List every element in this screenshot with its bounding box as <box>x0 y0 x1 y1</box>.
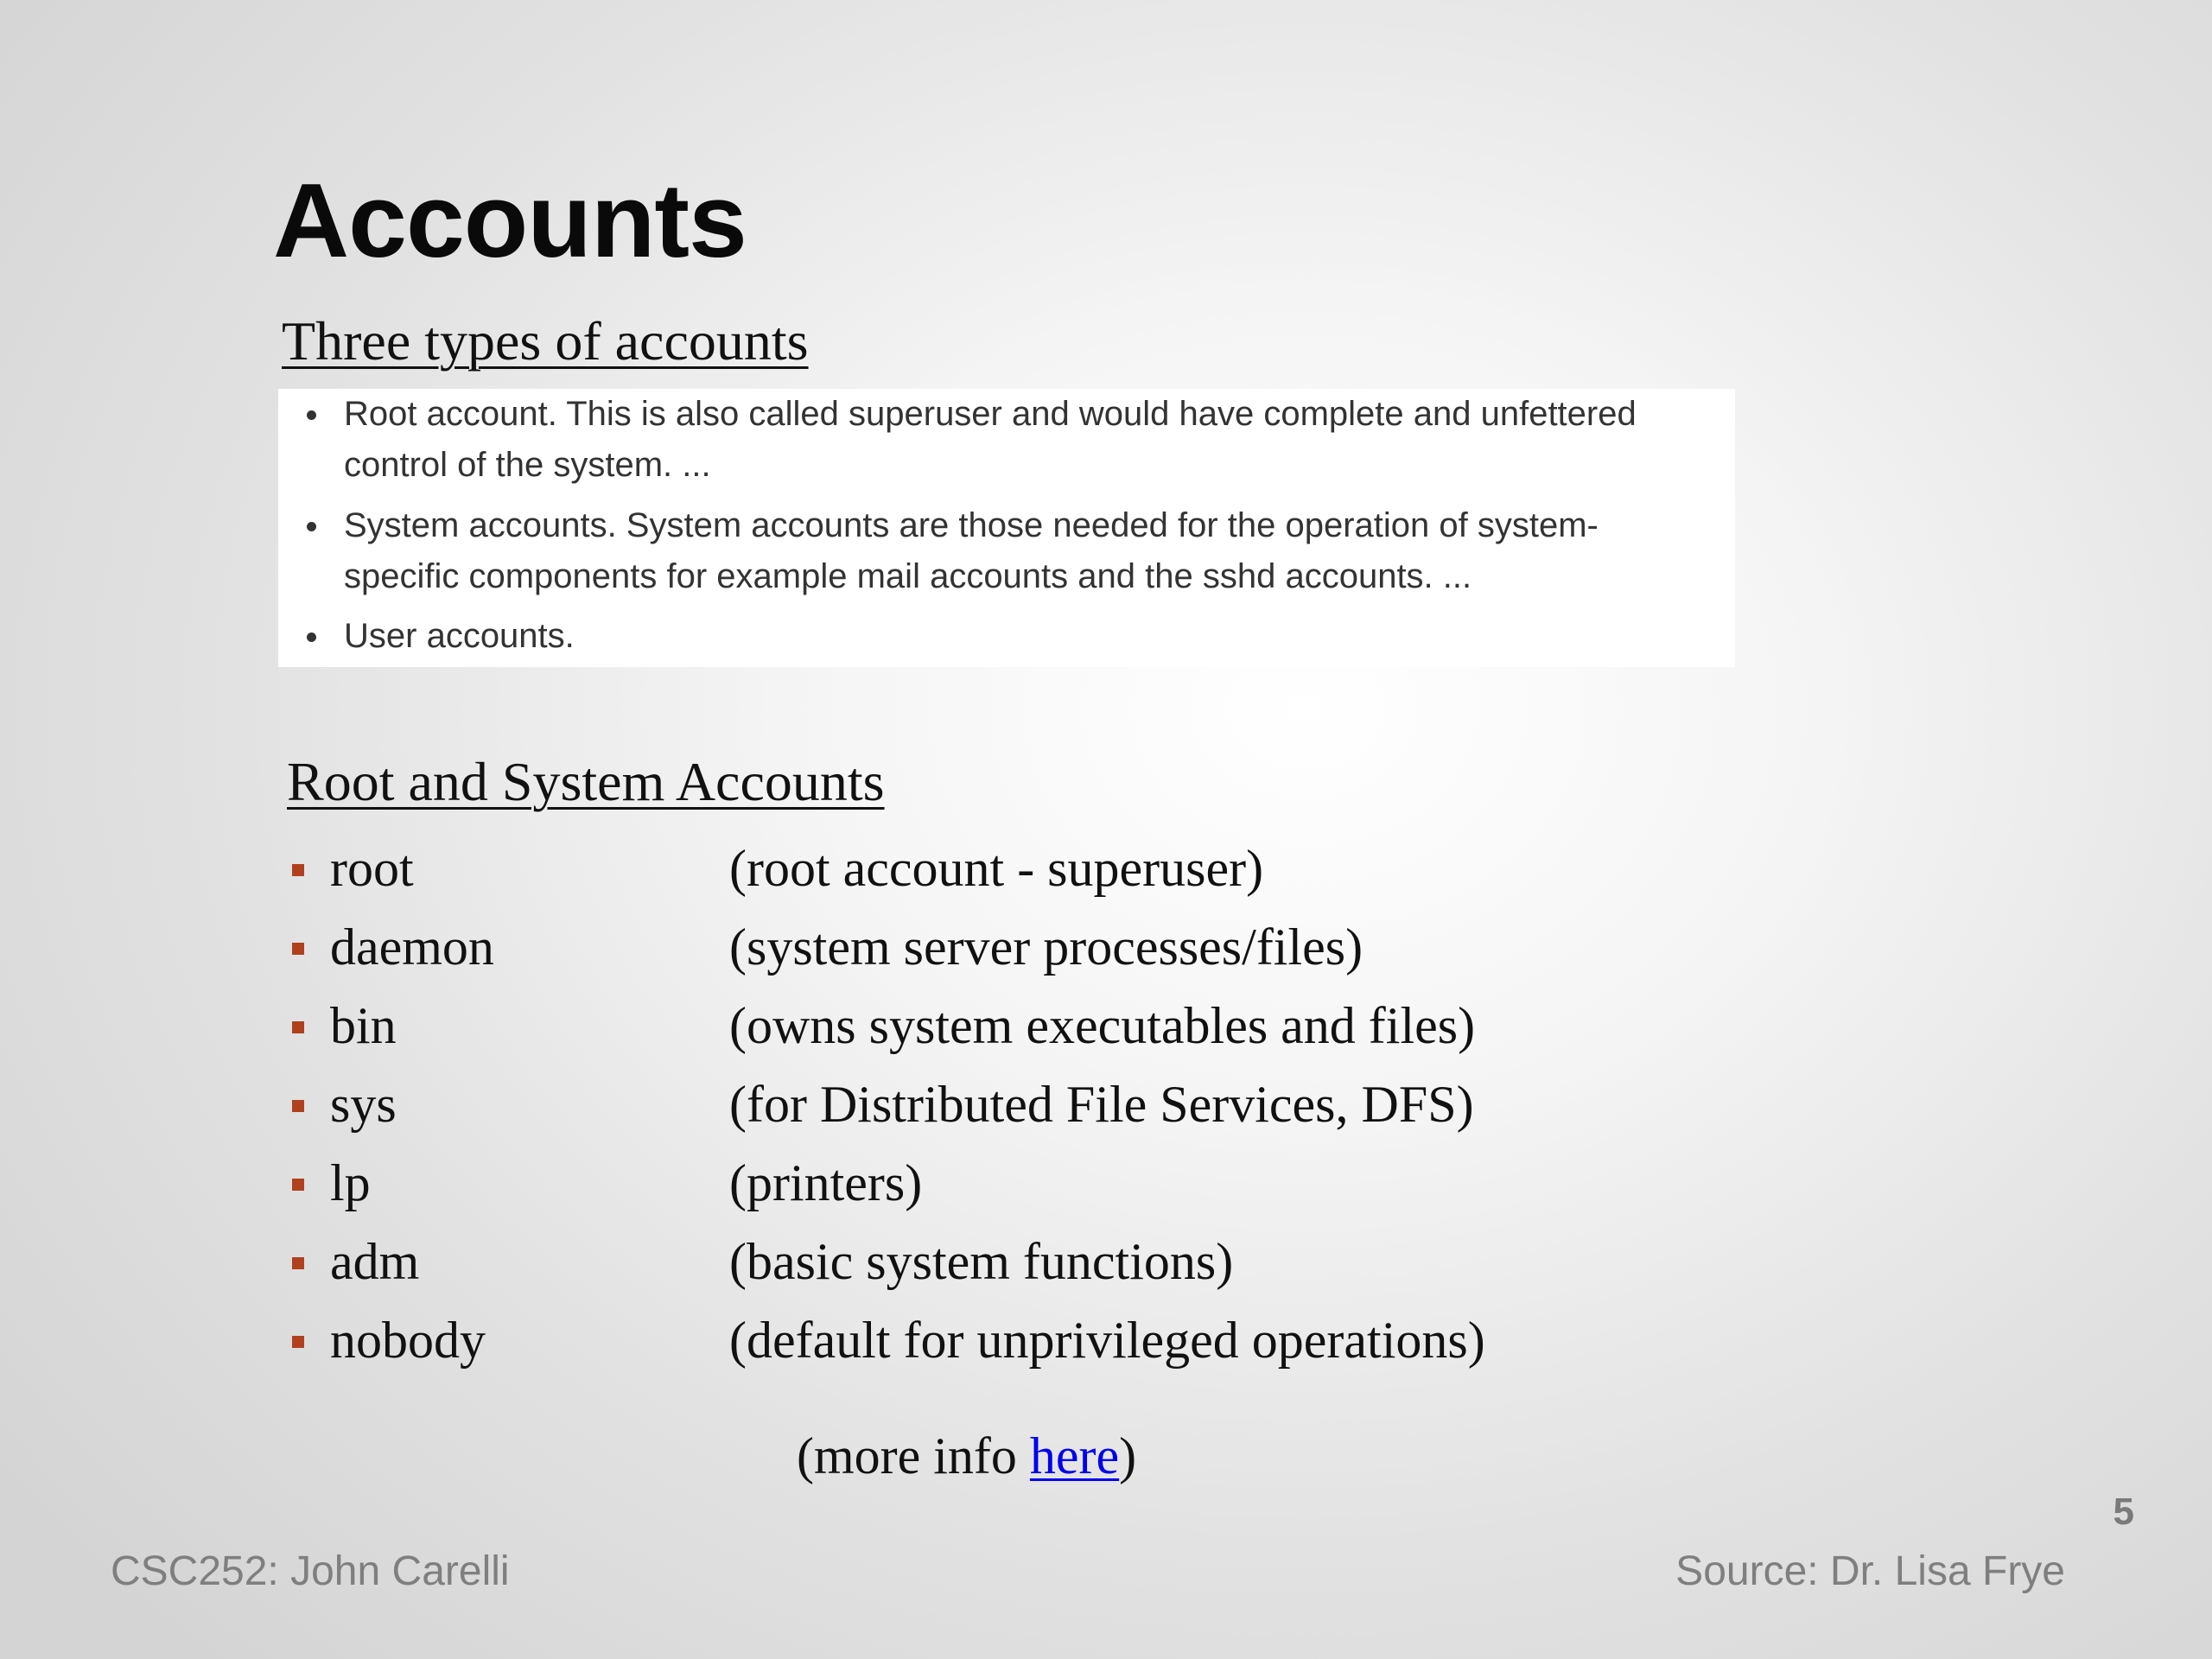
account-row-sys <box>287 1065 1756 1143</box>
account-row-lp <box>287 1144 1756 1222</box>
account-row-nobody <box>287 1301 1756 1379</box>
account-description: (basic system functions) <box>729 1233 1234 1290</box>
account-name: sys <box>330 1076 397 1133</box>
account-name: nobody <box>330 1312 486 1369</box>
list-item-line: Root account. This is also called superuser and would have complete and unfettered <box>344 395 1637 433</box>
account-row-root <box>287 830 1756 907</box>
account-row-bin <box>287 987 1756 1065</box>
account-name: lp <box>330 1154 371 1211</box>
account-row-adm <box>287 1223 1756 1300</box>
list-item-line: System accounts. System accounts are those needed for the operation of system- <box>344 506 1599 544</box>
more-info-prefix: (more info <box>797 1427 1030 1484</box>
list-item-line: User accounts. <box>344 617 575 655</box>
more-info-link[interactable]: here <box>1029 1427 1120 1484</box>
square-bullet-icon <box>292 864 304 876</box>
square-bullet-icon <box>292 943 304 955</box>
square-bullet-icon <box>292 1179 304 1191</box>
list-item-line: specific components for example mail accounts and the sshd accounts. ... <box>344 557 1472 595</box>
account-description: (for Distributed File Services, DFS) <box>729 1076 1474 1133</box>
list-item-line: control of the system. ... <box>344 446 711 484</box>
account-name: daemon <box>330 918 494 976</box>
root-system-accounts-heading: Root and System Accounts <box>287 751 885 812</box>
slide-number: 5 <box>2113 1491 2134 1533</box>
square-bullet-icon <box>292 1100 304 1112</box>
account-description: (system server processes/files) <box>729 918 1363 976</box>
list-item <box>278 500 1721 602</box>
list-item <box>278 611 1721 662</box>
account-name: adm <box>330 1233 420 1290</box>
account-types-clipping <box>278 389 1735 667</box>
more-info-line <box>797 1417 1136 1495</box>
account-name: bin <box>330 997 397 1054</box>
more-info-suffix: ) <box>1119 1427 1137 1484</box>
account-description: (printers) <box>729 1154 923 1211</box>
bullet-dot-icon <box>307 410 316 420</box>
square-bullet-icon <box>292 1021 304 1033</box>
account-description: (default for unprivileged operations) <box>729 1312 1485 1369</box>
footer-course-author: CSC252: John Carelli <box>111 1548 510 1594</box>
square-bullet-icon <box>292 1257 304 1269</box>
three-types-heading: Three types of accounts <box>282 310 809 372</box>
bullet-dot-icon <box>307 522 316 531</box>
list-item <box>278 389 1721 491</box>
footer-source: Source: Dr. Lisa Frye <box>1675 1548 2065 1594</box>
account-name: root <box>330 840 414 897</box>
bullet-dot-icon <box>307 632 316 642</box>
account-row-daemon <box>287 908 1756 986</box>
slide-title: Accounts <box>273 162 747 279</box>
account-description: (owns system executables and files) <box>729 997 1476 1054</box>
square-bullet-icon <box>292 1336 304 1348</box>
account-description: (root account - superuser) <box>729 840 1264 897</box>
